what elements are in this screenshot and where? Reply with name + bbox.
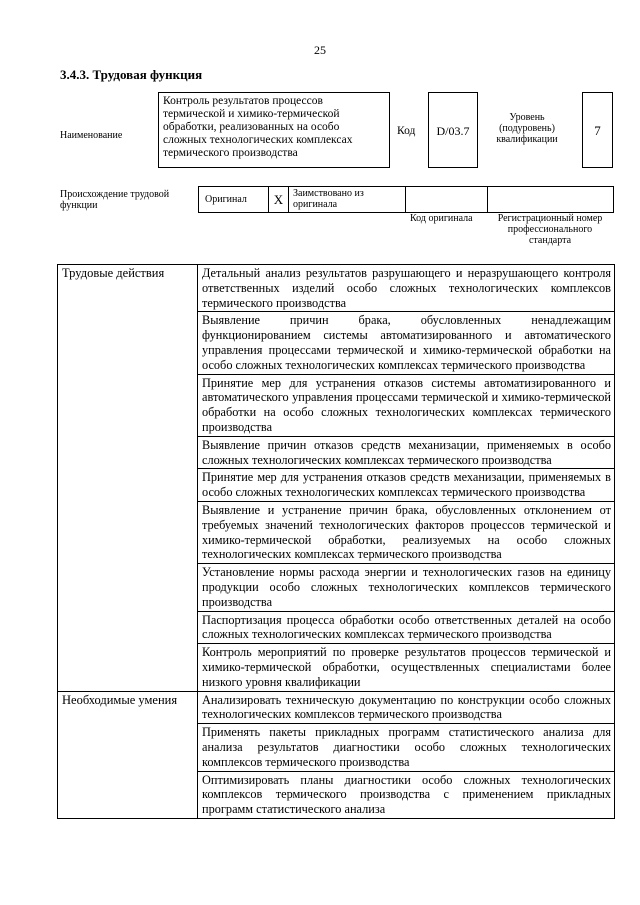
origin-label: Происхождение трудовой функции: [60, 189, 170, 211]
section-item: Оптимизировать планы диагностики особо сложных технологических комплексов термического производства с применением прикладных программ статистического анализа: [198, 771, 615, 818]
section-item: Контроль мероприятий по проверке результатов процессов термической и химико-термической обработки, осуществленных специалистами более низкого уровня квалификации: [198, 644, 615, 691]
table-row: [58, 265, 615, 312]
section-label: Трудовые действия: [58, 265, 198, 692]
function-code-value: D/03.7: [428, 92, 478, 168]
section-label: Необходимые умения: [58, 691, 198, 818]
function-name-value: Контроль результатов процессов термической и химико-термической обработки, реализованных на особо сложных технологических комплексах термического производства: [158, 92, 390, 168]
code-label: Код: [397, 125, 416, 137]
origin-table: [198, 186, 614, 213]
original-code-cell: [406, 187, 488, 212]
section-item: Принятие мер для устранения отказов средств механизации, применяемых в особо сложных технологических комплексах термического производства: [198, 469, 615, 502]
section-item: Применять пакеты прикладных программ статистического анализа для анализа результатов диагностики особо сложных технологических комплексов термического производства: [198, 724, 615, 771]
page-number: 25: [314, 43, 326, 57]
registration-number-caption: Регистрационный номер профессионального стандарта: [497, 213, 603, 246]
original-code-caption: Код оригинала: [410, 213, 473, 224]
section-item: Анализировать техническую документацию по конструкции особо сложных технологических комплексов термического производства: [198, 691, 615, 724]
section-item: Выявление причин отказов средств механизации, применяемых в особо сложных технологических комплексах термического производства: [198, 436, 615, 469]
section-item: Принятие мер для устранения отказов системы автоматизированного и автоматического управления процессами термической и химико-термической обработки на особо сложных технологических комплексах термического производства: [198, 374, 615, 436]
section-item: Выявление и устранение причин брака, обусловленных отклонением от требуемых значений технологических факторов процессов термической и химико-термической обработки, реализуемых на особо сложных технологических комплексах термического производства: [198, 501, 615, 563]
section-item: Установление нормы расхода энергии и технологических газов на единицу продукции особо сложных технологических комплексов термического производства: [198, 564, 615, 611]
origin-borrowed-label: Заимствовано из оригинала: [289, 187, 406, 212]
name-label: Наименование: [60, 130, 123, 141]
section-item: Выявление причин брака, обусловленных ненадлежащим функционированием системы автоматизированного и автоматического управления процессами термической и химико-термической обработки на особо сложных технологических комплексах термического производства: [198, 312, 615, 374]
section-item: Паспортизация процесса обработки особо ответственных деталей на особо сложных технологических комплексах термического производства: [198, 611, 615, 644]
table-row: [58, 691, 615, 724]
section-item: Детальный анализ результатов разрушающего и неразрушающего контроля ответственных изделий особо сложных технологических комплексов термического производства: [198, 265, 615, 312]
section-title: 3.4.3. Трудовая функция: [60, 67, 203, 82]
registration-number-cell: [488, 187, 613, 212]
origin-original-mark: X: [269, 187, 289, 212]
origin-original-label: Оригинал: [199, 187, 269, 212]
function-details-table: [57, 264, 615, 819]
qualification-level-label: Уровень (подуровень) квалификации: [496, 112, 558, 145]
qualification-level-value: 7: [582, 92, 613, 168]
